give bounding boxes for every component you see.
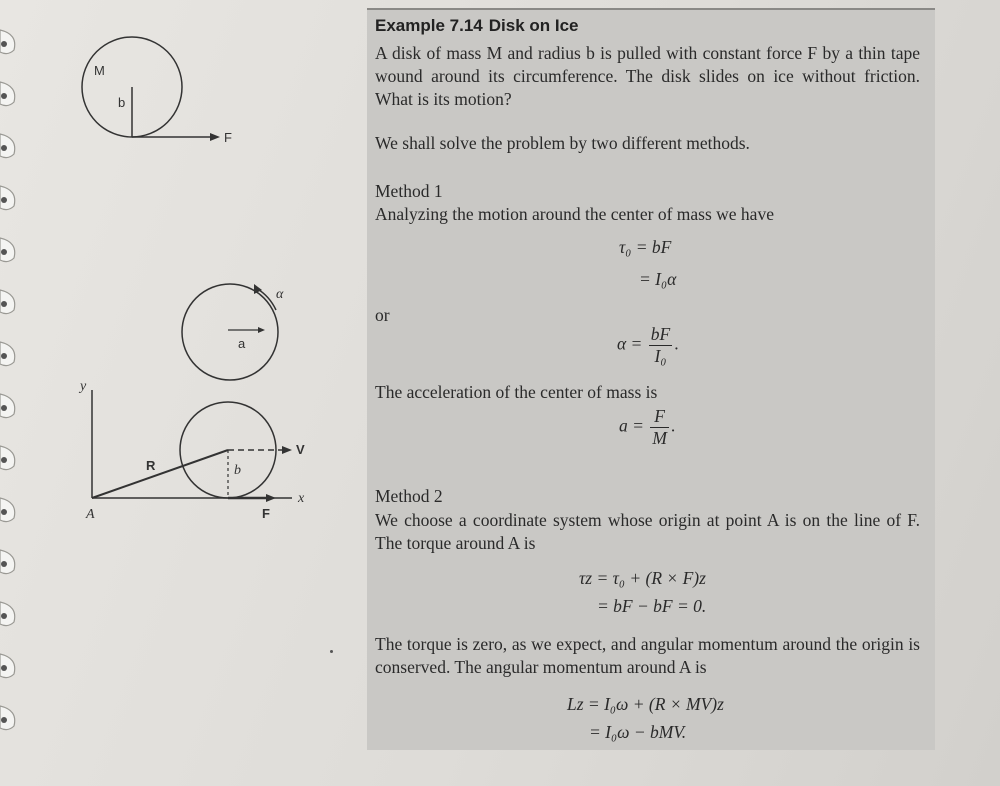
eq2-fraction: [649, 324, 672, 367]
label-force: F: [224, 130, 232, 145]
eq3-lhs: a =: [619, 415, 644, 436]
eq5-line1: Lz = I₀ω + (R × MV)z: [567, 694, 724, 714]
eq3-denominator: M: [652, 428, 667, 448]
eq3-end: .: [670, 415, 676, 436]
method1-heading: Method 1: [375, 181, 443, 201]
label-F: F: [262, 506, 270, 521]
label-V: V: [296, 442, 305, 457]
label-A: A: [86, 507, 95, 522]
method2-heading: Method 2: [375, 486, 443, 506]
label-R: R: [146, 458, 156, 473]
eq2-numerator: bF: [650, 324, 671, 344]
eq2-end: .: [674, 333, 679, 354]
spiral-binding: [0, 0, 30, 786]
disk-tape-figure: [70, 35, 250, 155]
example-number: Example 7.14: [375, 16, 483, 35]
label-alpha: α: [276, 287, 284, 302]
torque-zero-text: The torque is zero, as we expect, and angular momentum around the origin is conserved. The angular momentum around A is: [375, 634, 920, 677]
disk-axes-figure: [70, 270, 330, 530]
eq1-line2: = I₀α: [639, 269, 677, 289]
eq4-line2: = bF − bF = 0.: [597, 596, 707, 616]
accel-text: The acceleration of the center of mass is: [375, 382, 658, 402]
or-text: or: [375, 305, 390, 325]
velocity-arrowhead: [282, 446, 292, 454]
upper-disk-circle: [182, 284, 278, 380]
label-y: y: [80, 379, 87, 394]
label-b: b: [234, 463, 241, 478]
label-x: x: [298, 491, 305, 506]
eq5-line2: = I₀ω − bMV.: [589, 722, 687, 742]
eq2: [617, 324, 679, 367]
eq3-numerator: F: [650, 406, 669, 428]
eq3-fraction: [650, 406, 669, 449]
position-vector-R: [92, 450, 228, 498]
example-box: [367, 8, 935, 750]
eq2-lhs: α =: [617, 333, 643, 354]
accel-arrowhead: [258, 327, 265, 333]
label-mass: M: [94, 63, 105, 78]
eq2-denominator: I₀: [654, 346, 667, 366]
eq4-line1: τz = τ₀ + (R × F)z: [579, 568, 706, 588]
eq1-line1: τ₀ = bF: [619, 237, 672, 257]
page-speck: [330, 650, 333, 653]
method1-text: Analyzing the motion around the center of mass we have: [375, 204, 774, 224]
method2-text: We choose a coordinate system whose origin at point A is on the line of F. The torque around A is: [375, 510, 920, 553]
label-a: a: [238, 336, 246, 351]
example-name: Disk on Ice: [488, 16, 579, 35]
methods-note: We shall solve the problem by two different methods.: [375, 133, 750, 153]
label-radius: b: [118, 95, 126, 110]
force-arrowhead: [210, 133, 220, 141]
intro-paragraph: A disk of mass M and radius b is pulled with constant force F by a thin tape wound around its circumference. The disk slides on ice without friction. What is its motion?: [375, 43, 920, 109]
force-arrowhead: [266, 494, 276, 502]
eq3: [619, 406, 675, 449]
example-title: [375, 16, 579, 36]
